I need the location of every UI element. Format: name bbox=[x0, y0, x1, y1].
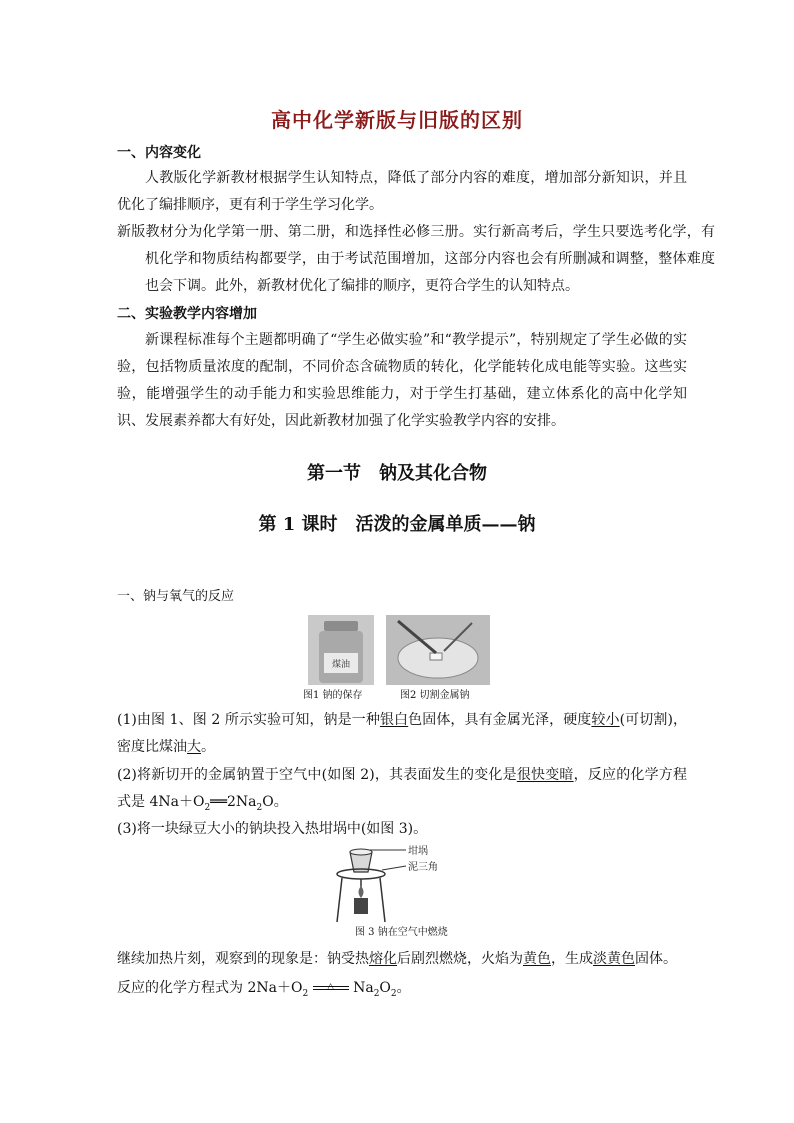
triangle-label-line bbox=[382, 866, 406, 870]
answer-silver-white: 银白 bbox=[379, 712, 409, 728]
item-3-text: (3)将一块绿豆大小的钠块投入热坩埚中(如图 3)。 bbox=[117, 821, 428, 837]
paragraph-experiment: 新课程标准每个主题都明确了“学生必做实验”和“教学提示”，特别规定了学生必做的实验，包括物质量浓度的配制，不同价态含硫物质的转化，化学能转化成电能等实验。这些实验，能增强学生的动手能力和实验思维能力，对于学生打基础，建立体系化的高中化学知识、发展素养都大有好处，因此新教材加强了化学实验教学内容的安排。 bbox=[117, 332, 687, 429]
item-4-text bbox=[117, 946, 687, 973]
item-4-part-c: ，生成 bbox=[551, 951, 593, 967]
item-1-part-d: 。 bbox=[201, 739, 215, 755]
fig1-caption: 图1 钠的保存 bbox=[303, 690, 363, 701]
tripod-leg-left bbox=[337, 878, 342, 922]
item-5-part-d: 。 bbox=[396, 980, 411, 996]
subscript-o2-b: 2 bbox=[302, 988, 309, 999]
answer-hardness: 较小 bbox=[591, 712, 620, 728]
heating-equation-sign bbox=[313, 982, 349, 992]
part-heading-sodium-oxygen: 一、钠与氧气的反应 bbox=[117, 589, 235, 604]
item-2-part-d: O。 bbox=[262, 794, 288, 810]
paragraph-content-change: 人教版化学新教材根据学生认知特点，降低了部分内容的难度，增加部分新知识，并且优化了编排顺序，更有利于学生学习化学。 bbox=[117, 170, 687, 213]
document-title: 高中化学新版与旧版的区别 bbox=[271, 108, 523, 132]
fig3-caption: 图 3 钠在空气中燃烧 bbox=[355, 927, 448, 938]
item-2-part-a: (2)将新切开的金属钠置于空气中(如图 2)，其表面发生的变化是 bbox=[117, 767, 517, 783]
sodium-piece bbox=[430, 653, 442, 660]
answer-density: 大 bbox=[187, 739, 201, 755]
item-5-text bbox=[117, 975, 687, 1008]
answer-tarnish: 很快变暗 bbox=[516, 767, 574, 783]
item-4-part-d: 固体。 bbox=[635, 951, 677, 967]
chapter-title: 第一节 钠及其化合物 bbox=[307, 463, 487, 484]
item-5-part-a: 反应的化学方程式为 2Na＋O bbox=[117, 980, 303, 996]
answer-melt: 熔化 bbox=[369, 951, 397, 967]
answer-solid-color: 淡黄色 bbox=[593, 951, 635, 967]
item-1-part-c: (可切割)，密度比煤油 bbox=[117, 712, 688, 755]
subscript-na2-b: 2 bbox=[373, 988, 380, 999]
crucible-rim bbox=[350, 849, 372, 855]
subscript-o2-c: 2 bbox=[390, 988, 397, 999]
lesson-title: 第 1 课时 活泼的金属单质——钠 bbox=[258, 514, 536, 535]
label-crucible: 坩埚 bbox=[408, 846, 428, 857]
item-4-part-a: 继续加热片刻，观察到的现象是：钠受热 bbox=[117, 951, 369, 967]
item-1-text bbox=[117, 707, 687, 761]
tripod-leg-right bbox=[380, 878, 385, 922]
answer-flame-color: 黄色 bbox=[523, 951, 551, 967]
bottle-label-text: 煤油 bbox=[331, 660, 351, 670]
section-heading-experiment: 二、实验教学内容增加 bbox=[117, 306, 257, 322]
section-heading-content-change: 一、内容变化 bbox=[117, 145, 201, 161]
subscript-o2: 2 bbox=[204, 802, 211, 813]
heat-symbol: △ bbox=[327, 982, 335, 992]
item-5-part-c: O bbox=[379, 980, 391, 996]
bottle-stopper bbox=[324, 621, 358, 631]
item-2-part-c: ══2Na bbox=[210, 794, 257, 810]
item-4-part-b: 后剧烈燃烧，火焰为 bbox=[397, 951, 523, 967]
paragraph-new-textbook: 新版教材分为化学第一册、第二册，和选择性必修三册。实行新高考后，学生只要选考化学，有机化学和物质结构都要学，由于考试范围增加，这部分内容也会有所删减和调整，整体难度也会下调。此外，新教材优化了编排的顺序，更符合学生的认知特点。 bbox=[117, 224, 715, 294]
item-2-part-b: ，反应的化学方程式是 4Na＋O bbox=[117, 767, 688, 810]
item-1-part-b: 色固体，具有金属光泽，硬度 bbox=[408, 712, 592, 728]
label-clay-triangle: 泥三角 bbox=[408, 862, 438, 873]
fig2-caption: 图2 切割金属钠 bbox=[400, 690, 470, 701]
alcohol-lamp bbox=[354, 898, 368, 914]
item-2-text bbox=[117, 762, 687, 822]
item-1-part-a: (1)由图 1、图 2 所示实验可知，钠是一种 bbox=[117, 712, 380, 728]
flame bbox=[359, 886, 364, 898]
subscript-na2: 2 bbox=[256, 802, 263, 813]
item-5-part-b: Na bbox=[353, 980, 374, 996]
